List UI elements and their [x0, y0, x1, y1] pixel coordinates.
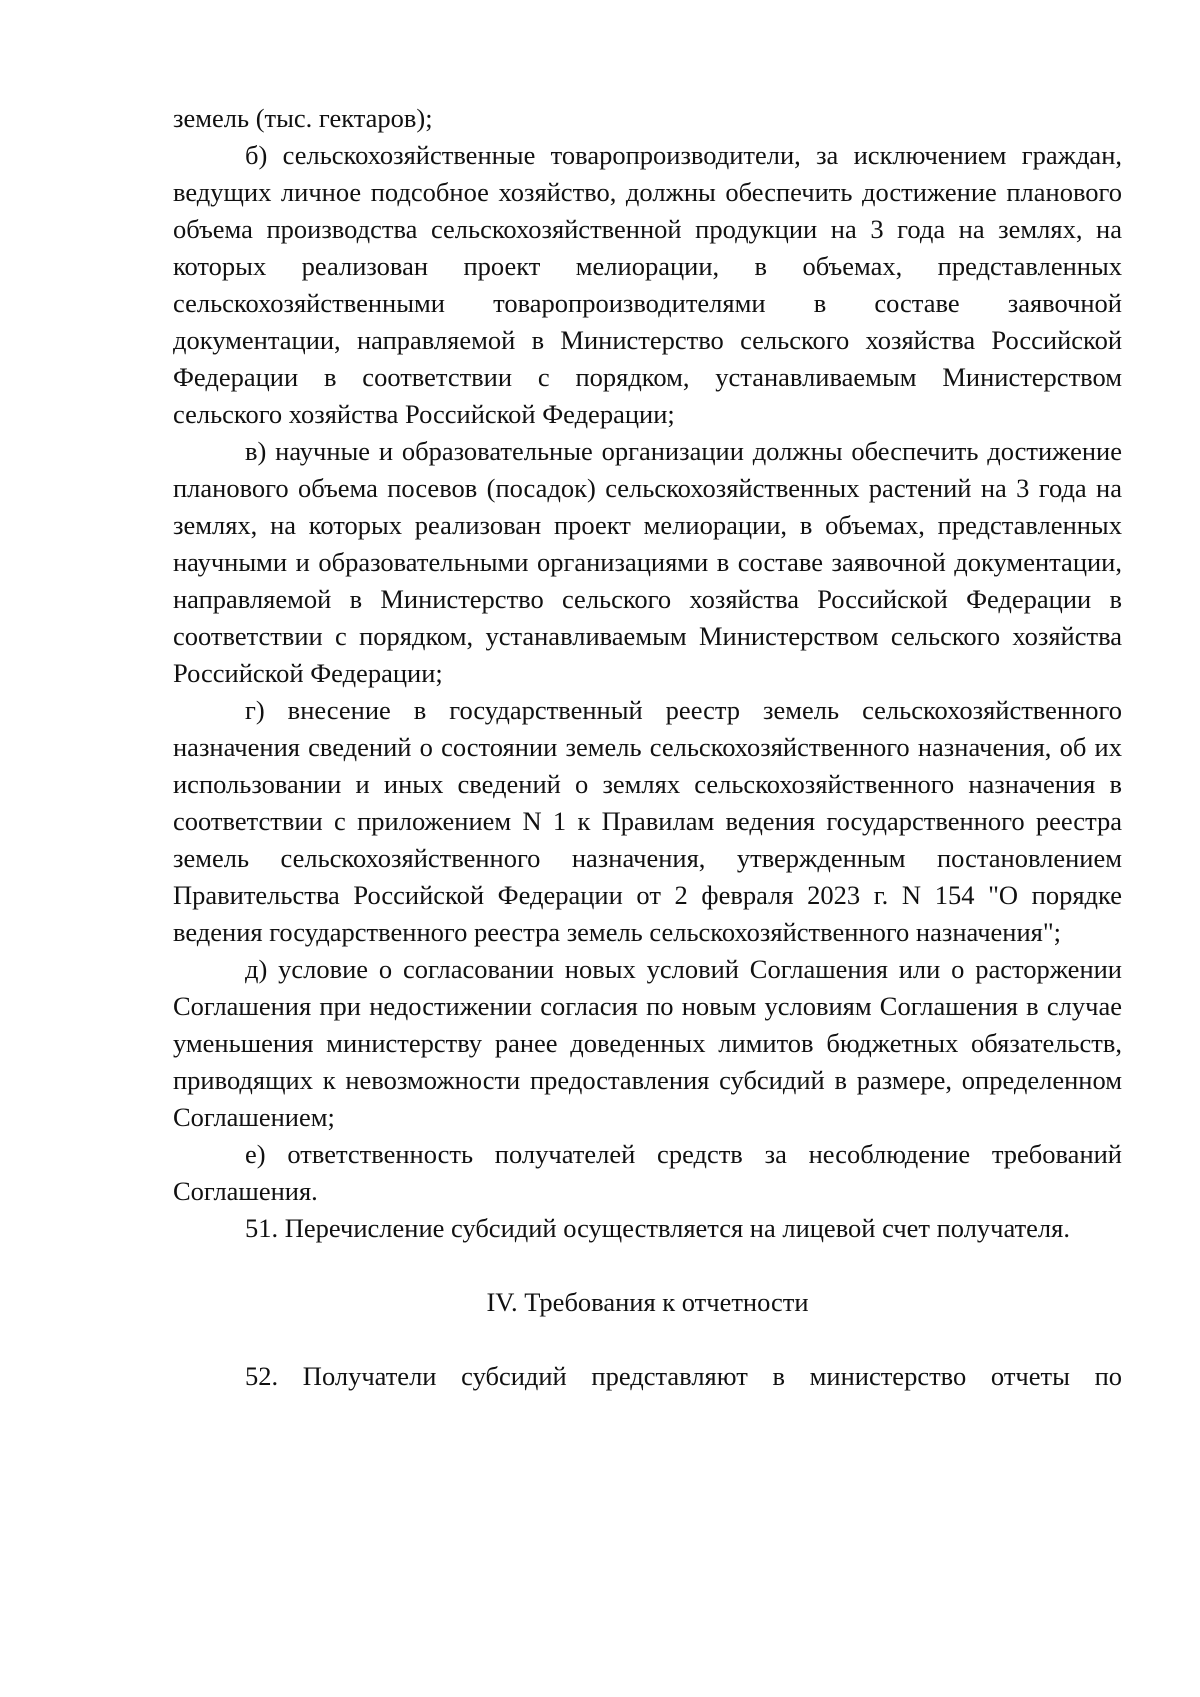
paragraph-continuation: земель (тыс. гектаров); — [173, 103, 433, 133]
paragraph-item-v: в) научные и образовательные организации должны обеспечить достижение планового объема посевов (посадок) сельскохозяйственных растений на 3 года на землях, на которых реализован проект мелиорации, в объемах, представленных научными и образовательными организациями в составе заявочной документации, направляемой в Министерство сельского хозяйства Российской Федерации в соответствии с порядком, устанавливаемым Министерством сельского хозяйства Российской Федерации; — [173, 436, 1122, 688]
paragraph-52: 52. Получатели субсидий представляют в министерство отчеты по — [245, 1361, 1122, 1391]
paragraph-item-e: е) ответственность получателей средств за несоблюдение требований Соглашения. — [173, 1139, 1122, 1206]
paragraph-51: 51. Перечисление субсидий осуществляется на лицевой счет получателя. — [245, 1213, 1070, 1243]
document-page — [173, 100, 1122, 1395]
paragraph-item-b: б) сельскохозяйственные товаропроизводители, за исключением граждан, ведущих личное подсобное хозяйство, должны обеспечить достижение планового объема производства сельскохозяйственной продукции на 3 года на землях, на которых реализован проект мелиорации, в объемах, представленных сельскохозяйственными товаропроизводителями в составе заявочной документации, направляемой в Министерство сельского хозяйства Российской Федерации в соответствии с порядком, устанавливаемым Министерством сельского хозяйства Российской Федерации; — [173, 140, 1122, 429]
paragraph-item-d: д) условие о согласовании новых условий Соглашения или о расторжении Соглашения при недостижении согласия по новым условиям Соглашения в случае уменьшения министерству ранее доведенных лимитов бюджетных обязательств, приводящих к невозможности предоставления субсидий в размере, определенном Соглашением; — [173, 954, 1122, 1132]
section-heading: IV. Требования к отчетности — [486, 1287, 809, 1317]
paragraph-item-g: г) внесение в государственный реестр земель сельскохозяйственного назначения сведений о состоянии земель сельскохозяйственного назначения, об их использовании и иных сведений о землях сельскохозяйственного назначения в соответствии с приложением N 1 к Правилам ведения государственного реестра земель сельскохозяйственного назначения, утвержденным постановлением Правительства Российской Федерации от 2 февраля 2023 г. N 154 "О порядке ведения государственного реестра земель сельскохозяйственного назначения"; — [173, 695, 1122, 947]
